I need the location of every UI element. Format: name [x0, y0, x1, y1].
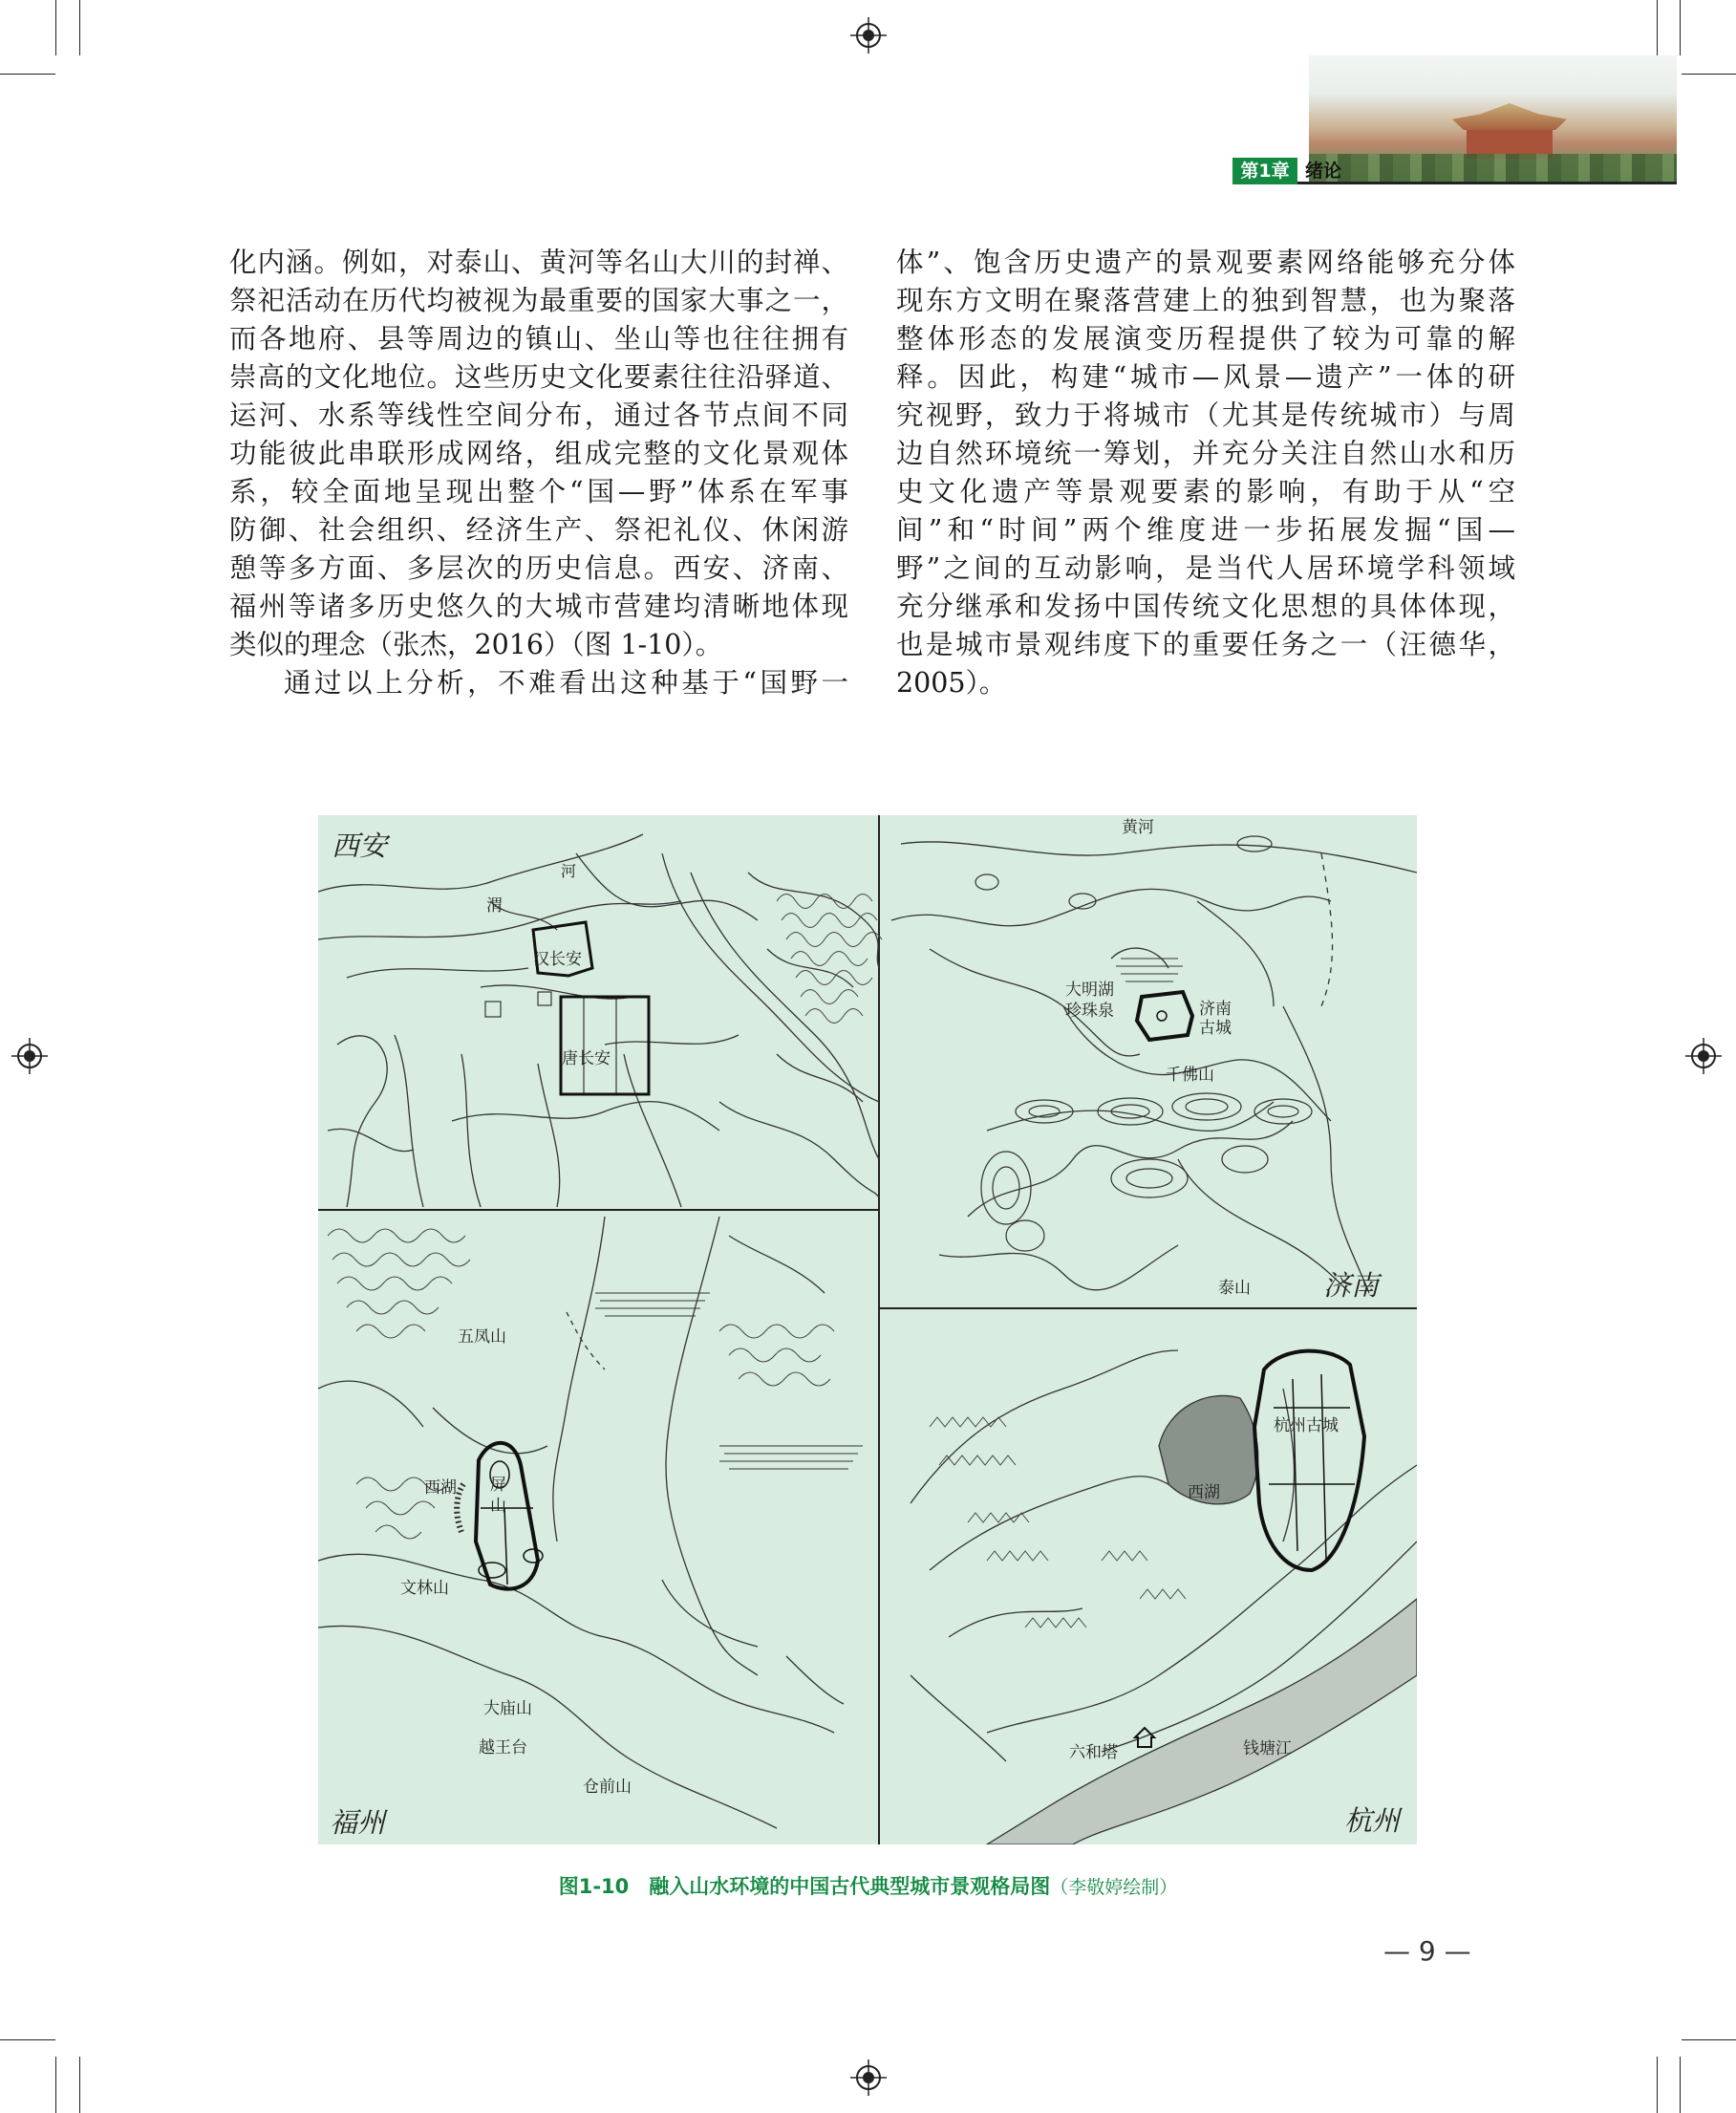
- crop-mark: [55, 2057, 56, 2113]
- hangzhou-hills: [930, 1417, 1186, 1628]
- text-line: 憩等多方面、多层次的历史信息。西安、济南、: [229, 552, 848, 584]
- text-line: 祭祀活动在历代均被视为最重要的国家大事之一，: [229, 285, 848, 316]
- map-label: 钱塘江: [1243, 1739, 1292, 1758]
- text-line: 类似的理念（张杰，2016）（图 1-10）。: [229, 629, 723, 660]
- map-fuzhou: [318, 1217, 844, 1828]
- text-line: 现东方文明在聚落营建上的独到智慧，也为聚落: [896, 285, 1515, 316]
- city-name-hangzhou: 杭州: [1344, 1804, 1401, 1837]
- text-line: 2005）。: [896, 667, 1007, 699]
- header-rule: [1232, 182, 1677, 184]
- text-line: 边自然环境统一筹划，并充分关注自然山水和历: [896, 438, 1515, 469]
- crop-mark: [79, 2057, 80, 2113]
- text-line: 整体形态的发展演变历程提供了较为可靠的解: [896, 323, 1515, 355]
- xian-hills: [777, 895, 882, 1024]
- map-label: 西湖: [424, 1478, 457, 1498]
- xian-city-walls: [485, 922, 649, 1094]
- text-line: 也是城市景观纬度下的重要任务之一（汪德华，: [896, 629, 1515, 660]
- crop-mark: [55, 0, 56, 55]
- text-line: 福州等诸多历史悠久的大城市营建均清晰地体现: [229, 591, 848, 622]
- crop-mark: [1657, 2057, 1658, 2113]
- figure-caption: [0, 1871, 1736, 1900]
- chapter-title: 绪论: [1305, 161, 1342, 182]
- header-palace-photo: [1309, 55, 1677, 183]
- text-line: 间”和“时间”两个维度进一步拓展发掘“国—: [896, 514, 1515, 546]
- registration-mark-icon: [850, 2059, 887, 2096]
- jinan-contours: [975, 836, 1312, 1251]
- crop-mark: [0, 2039, 55, 2040]
- map-label: 河: [561, 862, 577, 880]
- map-label: 六和塔: [1069, 1743, 1118, 1762]
- crop-mark: [0, 74, 55, 75]
- text-line: 通过以上分析，不难看出这种基于“国野一: [284, 667, 848, 699]
- tang-changan-wall: [561, 997, 649, 1094]
- text-line: 功能彼此串联形成网络，组成完整的文化景观体: [229, 438, 848, 469]
- map-label: 山: [490, 1497, 506, 1516]
- map-label: 千佛山: [1166, 1066, 1214, 1085]
- text-line: 防御、社会组织、经济生产、祭祀礼仪、休闲游: [229, 514, 848, 546]
- crop-mark: [1680, 0, 1681, 55]
- map-label: 屏: [490, 1476, 506, 1495]
- caption-title: 图1-10 融入山水环境的中国古代典型城市景观格局图: [558, 1875, 1051, 1898]
- map-label: 济南: [1199, 1000, 1232, 1019]
- jinan-lake-hatch: [1116, 959, 1183, 981]
- crop-mark: [1682, 74, 1736, 75]
- map-label: 越王台: [479, 1738, 527, 1757]
- text-line: 化内涵。例如，对泰山、黄河等名山大川的封禅、: [229, 247, 848, 278]
- city-name-fuzhou: 福州: [330, 1806, 386, 1839]
- map-label: 黄河: [1122, 818, 1154, 837]
- caption-credit: （李敬婷绘制）: [1050, 1877, 1178, 1898]
- map-label: 珍珠泉: [1065, 1002, 1114, 1021]
- registration-mark-icon: [11, 1038, 48, 1074]
- city-name-jinan: 济南: [1323, 1269, 1380, 1302]
- map-label: 仓前山: [583, 1778, 632, 1797]
- map-label: 大明湖: [1065, 981, 1114, 1000]
- registration-mark-icon: [850, 17, 887, 54]
- map-label: 西湖: [1188, 1483, 1220, 1502]
- hangzhou-city-wall: [1254, 1351, 1364, 1570]
- crop-mark: [79, 0, 80, 55]
- tree-line: [1309, 154, 1677, 183]
- map-xian: [318, 834, 879, 1207]
- text-line: 史文化遗产等景观要素的影响，有助于从“空: [896, 476, 1515, 507]
- map-jinan: [891, 842, 1417, 1293]
- city-name-xian: 西安: [332, 830, 388, 862]
- text-line: 体”、饱含历史遗产的景观要素网络能够充分体: [896, 247, 1515, 278]
- map-label: 古城: [1199, 1019, 1232, 1038]
- map-label: 唐长安: [562, 1049, 611, 1068]
- fuzhou-hatch: [595, 1293, 863, 1469]
- left-text-column: [229, 244, 848, 702]
- fuzhou-west-lake: [457, 1484, 463, 1532]
- map-label: 五凤山: [458, 1327, 506, 1347]
- right-text-column: [896, 244, 1515, 702]
- registration-mark-icon: [1685, 1038, 1722, 1074]
- fuzhou-hills: [328, 1229, 834, 1539]
- pagoda-icon: [1135, 1728, 1154, 1747]
- text-line: 释。因此，构建“城市—风景—遗产”一体的研: [896, 361, 1515, 393]
- map-label: 渭: [486, 896, 503, 916]
- text-line: 究视野，致力于将城市（尤其是传统城市）与周: [896, 399, 1515, 431]
- crop-mark: [1680, 2057, 1681, 2113]
- text-line: 系，较全面地呈现出整个“国—野”体系在军事: [229, 476, 848, 507]
- chapter-badge: 第1章: [1232, 158, 1297, 184]
- map-label: 大庙山: [483, 1699, 532, 1718]
- city-maps-svg: [318, 815, 1417, 1844]
- page-number: — 9 —: [1383, 1935, 1471, 1967]
- map-label: 泰山: [1218, 1279, 1251, 1298]
- palace-roof: [1452, 103, 1567, 130]
- text-line: 野”之间的互动影响，是当代人居环境学科领域: [896, 552, 1515, 584]
- map-label: 杭州古城: [1274, 1416, 1339, 1435]
- figure-city-maps: [318, 815, 1417, 1844]
- map-label: 文林山: [400, 1579, 449, 1598]
- crop-mark: [1657, 0, 1658, 55]
- jinan-city-wall: [1137, 992, 1192, 1040]
- fuzhou-city-wall: [476, 1443, 543, 1589]
- text-line: 而各地府、县等周边的镇山、坐山等也往往拥有: [229, 323, 848, 355]
- pearl-spring-icon: [1157, 1011, 1167, 1021]
- map-label: 汉长安: [533, 950, 582, 969]
- crop-mark: [1682, 2039, 1736, 2040]
- text-line: 运河、水系等线性空间分布，通过各节点间不同: [229, 399, 848, 431]
- text-line: 崇高的文化地位。这些历史文化要素往往沿驿道、: [229, 361, 848, 393]
- text-line: 充分继承和发扬中国传统文化思想的具体体现，: [896, 591, 1515, 622]
